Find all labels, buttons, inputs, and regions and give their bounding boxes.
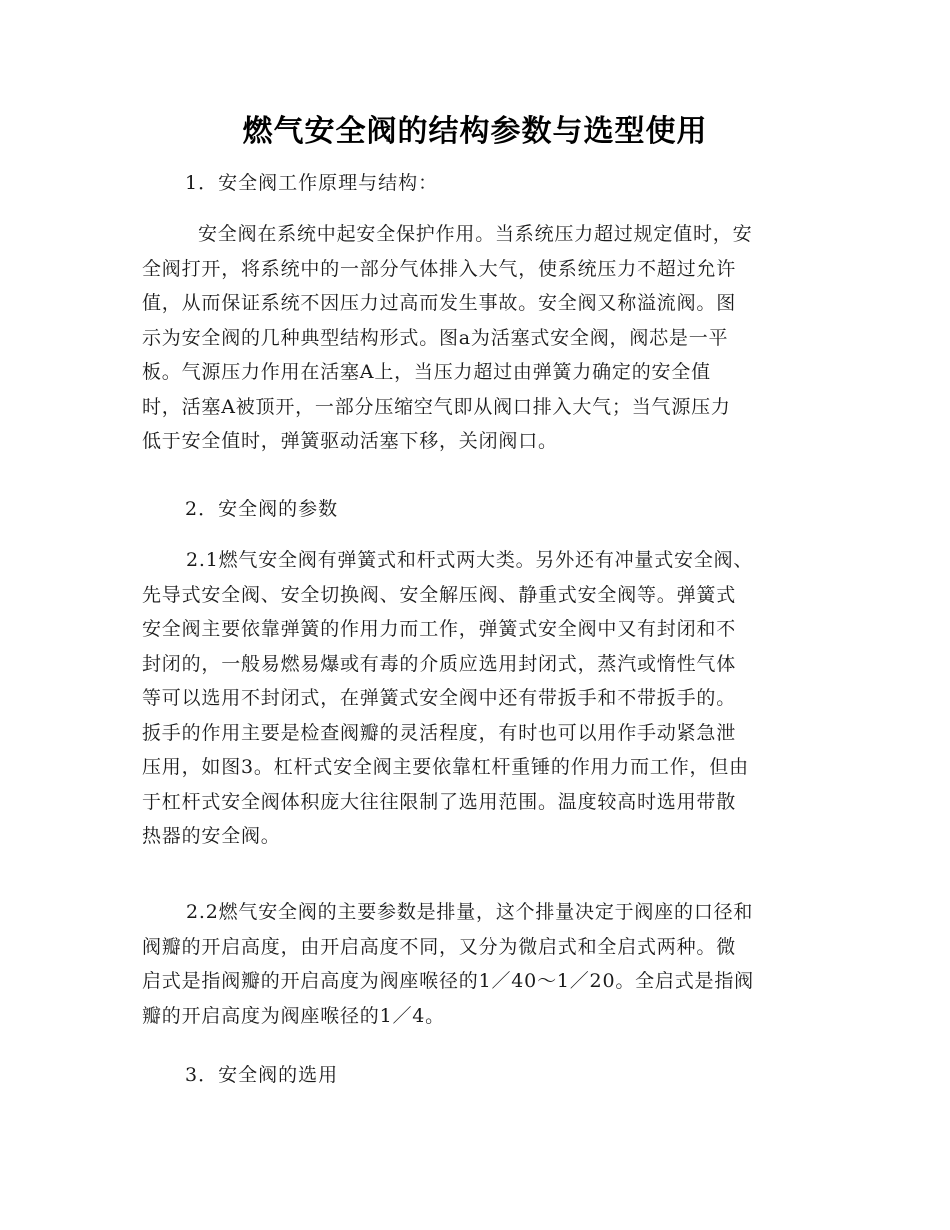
paragraph-line: 扳手的作用主要是检查阀瓣的灵活程度，有时也可以用作手动紧急泄 (142, 721, 737, 744)
paragraph-line: 值，从而保证系统不因压力过高而发生事故。安全阀又称溢流阀。图 (142, 292, 737, 314)
paragraph-line: 瓣的开启高度为阀座喉径的1／4。 (142, 1004, 445, 1027)
paragraph-line: 等可以选用不封闭式，在弹簧式安全阀中还有带扳手和不带扳手的。 (142, 687, 737, 709)
section-2-heading: 2．安全阀的参数 (185, 498, 339, 520)
section-3-heading: 3．安全阀的选用 (185, 1064, 339, 1086)
paragraph-line: 全阀打开，将系统中的一部分气体排入大气，使系统压力不超过允许 (142, 257, 737, 280)
paragraph-line: 启式是指阀瓣的开启高度为阀座喉径的1／40～1／20。全启式是指阀 (142, 970, 754, 992)
paragraph-line: 封闭的，一般易燃易爆或有毒的介质应选用封闭式，蒸汽或惰性气体 (142, 652, 737, 675)
paragraph-line: 于杠杆式安全阀体积庞大往往限制了选用范围。温度较高时选用带散 (142, 790, 737, 813)
paragraph-line: 示为安全阀的几种典型结构形式。图a为活塞式安全阀，阀芯是一平 (142, 326, 729, 349)
paragraph-line: 压用，如图3。杠杆式安全阀主要依靠杠杆重锤的作用力而工作，但由 (142, 756, 749, 778)
paragraph-line: 2.1燃气安全阀有弹簧式和杆式两大类。另外还有冲量式安全阀、 (186, 549, 754, 571)
paragraph-line: 安全阀在系统中起安全保护作用。当系统压力超过规定值时，安 (198, 223, 753, 245)
paragraph-line: 先导式安全阀、安全切换阀、安全解压阀、静重式安全阀等。弹簧式 (142, 583, 737, 606)
paragraph-line: 安全阀主要依靠弹簧的作用力而工作，弹簧式安全阀中又有封闭和不 (142, 618, 737, 640)
paragraph-line: 2.2燃气安全阀的主要参数是排量，这个排量决定于阀座的口径和 (186, 901, 754, 923)
paragraph-line: 阀瓣的开启高度，由开启高度不同，又分为微启式和全启式两种。微 (142, 935, 737, 958)
section-1-heading: 1．安全阀工作原理与结构： (185, 172, 439, 194)
paragraph-line: 低于安全值时，弹簧驱动活塞下移，关闭阀口。 (142, 430, 558, 452)
section-1-paragraph-1 (142, 217, 812, 459)
paragraph-line: 热器的安全阀。 (142, 825, 281, 847)
paragraph-line: 时，活塞A被顶开，一部分压缩空气即从阀口排入大气；当气源压力 (142, 395, 731, 418)
paragraph-line: 板。气源压力作用在活塞A上，当压力超过由弹簧力确定的安全值 (142, 361, 711, 383)
section-2-paragraph-2 (142, 895, 812, 1033)
document-title: 燃气安全阀的结构参数与选型使用 (242, 114, 708, 149)
section-2-paragraph-1 (142, 543, 812, 854)
